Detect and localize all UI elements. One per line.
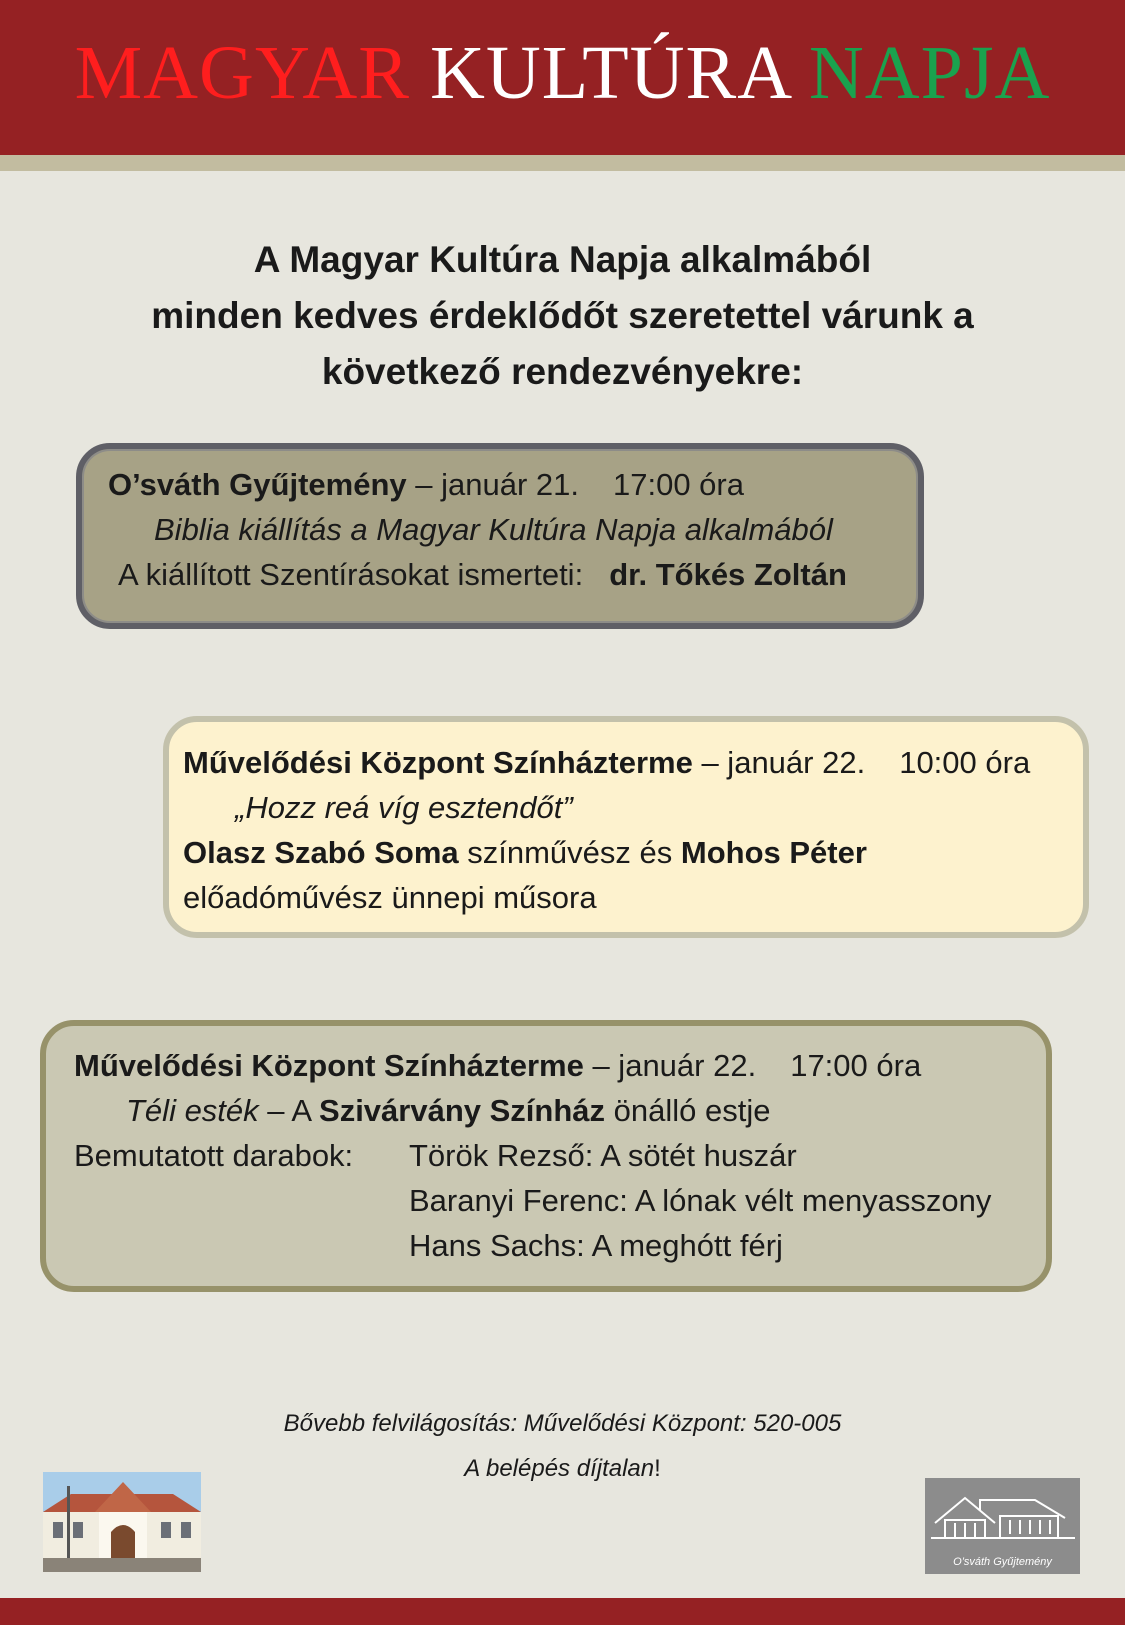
event-title: Téli esték	[126, 1093, 259, 1128]
event-card-evening	[40, 1020, 1052, 1292]
presenter-label: A kiállított Szentírásokat ismerteti:	[118, 557, 584, 592]
event-title: „Hozz reá víg esztendőt”	[235, 790, 573, 825]
event-date: – január 22.	[692, 745, 866, 780]
info-line: Bővebb felvilágosítás: Művelődési Központ: 520-005	[283, 1410, 842, 1437]
intro-text	[0, 232, 1125, 400]
intro-line: minden kedves érdeklődőt szeretettel várunk a	[151, 295, 974, 336]
presenter-name: dr. Tőkés Zoltán	[609, 557, 847, 592]
title-word-red: MAGYAR	[74, 31, 410, 115]
free-entry-text: A belépés díjtalan	[464, 1455, 655, 1482]
intro-line: következő rendezvényekre:	[321, 351, 804, 392]
performer-role: színművész és	[458, 835, 681, 870]
theatre-name: Szivárvány Színház	[319, 1093, 606, 1128]
house-icon	[925, 1478, 1080, 1548]
performer-name: Mohos Péter	[680, 835, 867, 870]
piece-item: Baranyi Ferenc: A lónak vélt menyasszony	[409, 1183, 992, 1218]
pieces-section	[74, 1133, 1046, 1268]
event-heading	[74, 1043, 1046, 1088]
event-description: előadóművész ünnepi műsora	[183, 880, 597, 915]
event-title-sep: – A	[258, 1093, 320, 1128]
event-card-osvath	[76, 443, 924, 629]
title-word-white: KULTÚRA	[429, 31, 789, 115]
event-venue: O’sváth Gyűjtemény	[108, 467, 407, 502]
page-title	[75, 30, 1051, 117]
bottom-bar	[0, 1598, 1125, 1625]
event-venue: Művelődési Központ Színházterme	[74, 1048, 584, 1083]
event-title-suffix: önálló estje	[605, 1093, 771, 1128]
event-heading	[108, 462, 918, 507]
event-venue: Művelődési Központ Színházterme	[183, 745, 693, 780]
osvath-logo	[925, 1478, 1080, 1574]
event-heading	[183, 740, 1083, 785]
intro-line: A Magyar Kultúra Napja alkalmából	[253, 239, 872, 280]
event-presenter	[108, 552, 918, 597]
event-time: 17:00 óra	[790, 1048, 922, 1083]
logo-caption: O’sváth Gyűjtemény	[953, 1556, 1052, 1568]
event-date: – január 21.	[406, 467, 579, 502]
event-card-morning	[163, 716, 1089, 938]
title-word-green: NAPJA	[808, 31, 1051, 115]
event-time: 10:00 óra	[899, 745, 1031, 780]
event-title-line	[74, 1088, 1046, 1133]
header-stripe	[0, 155, 1125, 171]
free-entry-mark: !	[654, 1455, 661, 1482]
event-performers	[183, 830, 1083, 875]
performer-name: Olasz Szabó Soma	[183, 835, 459, 870]
piece-item: Hans Sachs: A meghótt férj	[409, 1228, 783, 1263]
event-date: – január 22.	[583, 1048, 757, 1083]
piece-item: Török Rezső: A sötét huszár	[409, 1138, 797, 1173]
building-photo	[43, 1472, 201, 1572]
pieces-label: Bemutatott darabok:	[74, 1138, 354, 1173]
event-time: 17:00 óra	[612, 467, 744, 502]
header-banner	[0, 0, 1125, 155]
pieces-list	[409, 1133, 991, 1268]
building-photo-drawing	[43, 1472, 201, 1572]
event-title: Biblia kiállítás a Magyar Kultúra Napja alkalmából	[154, 512, 833, 547]
